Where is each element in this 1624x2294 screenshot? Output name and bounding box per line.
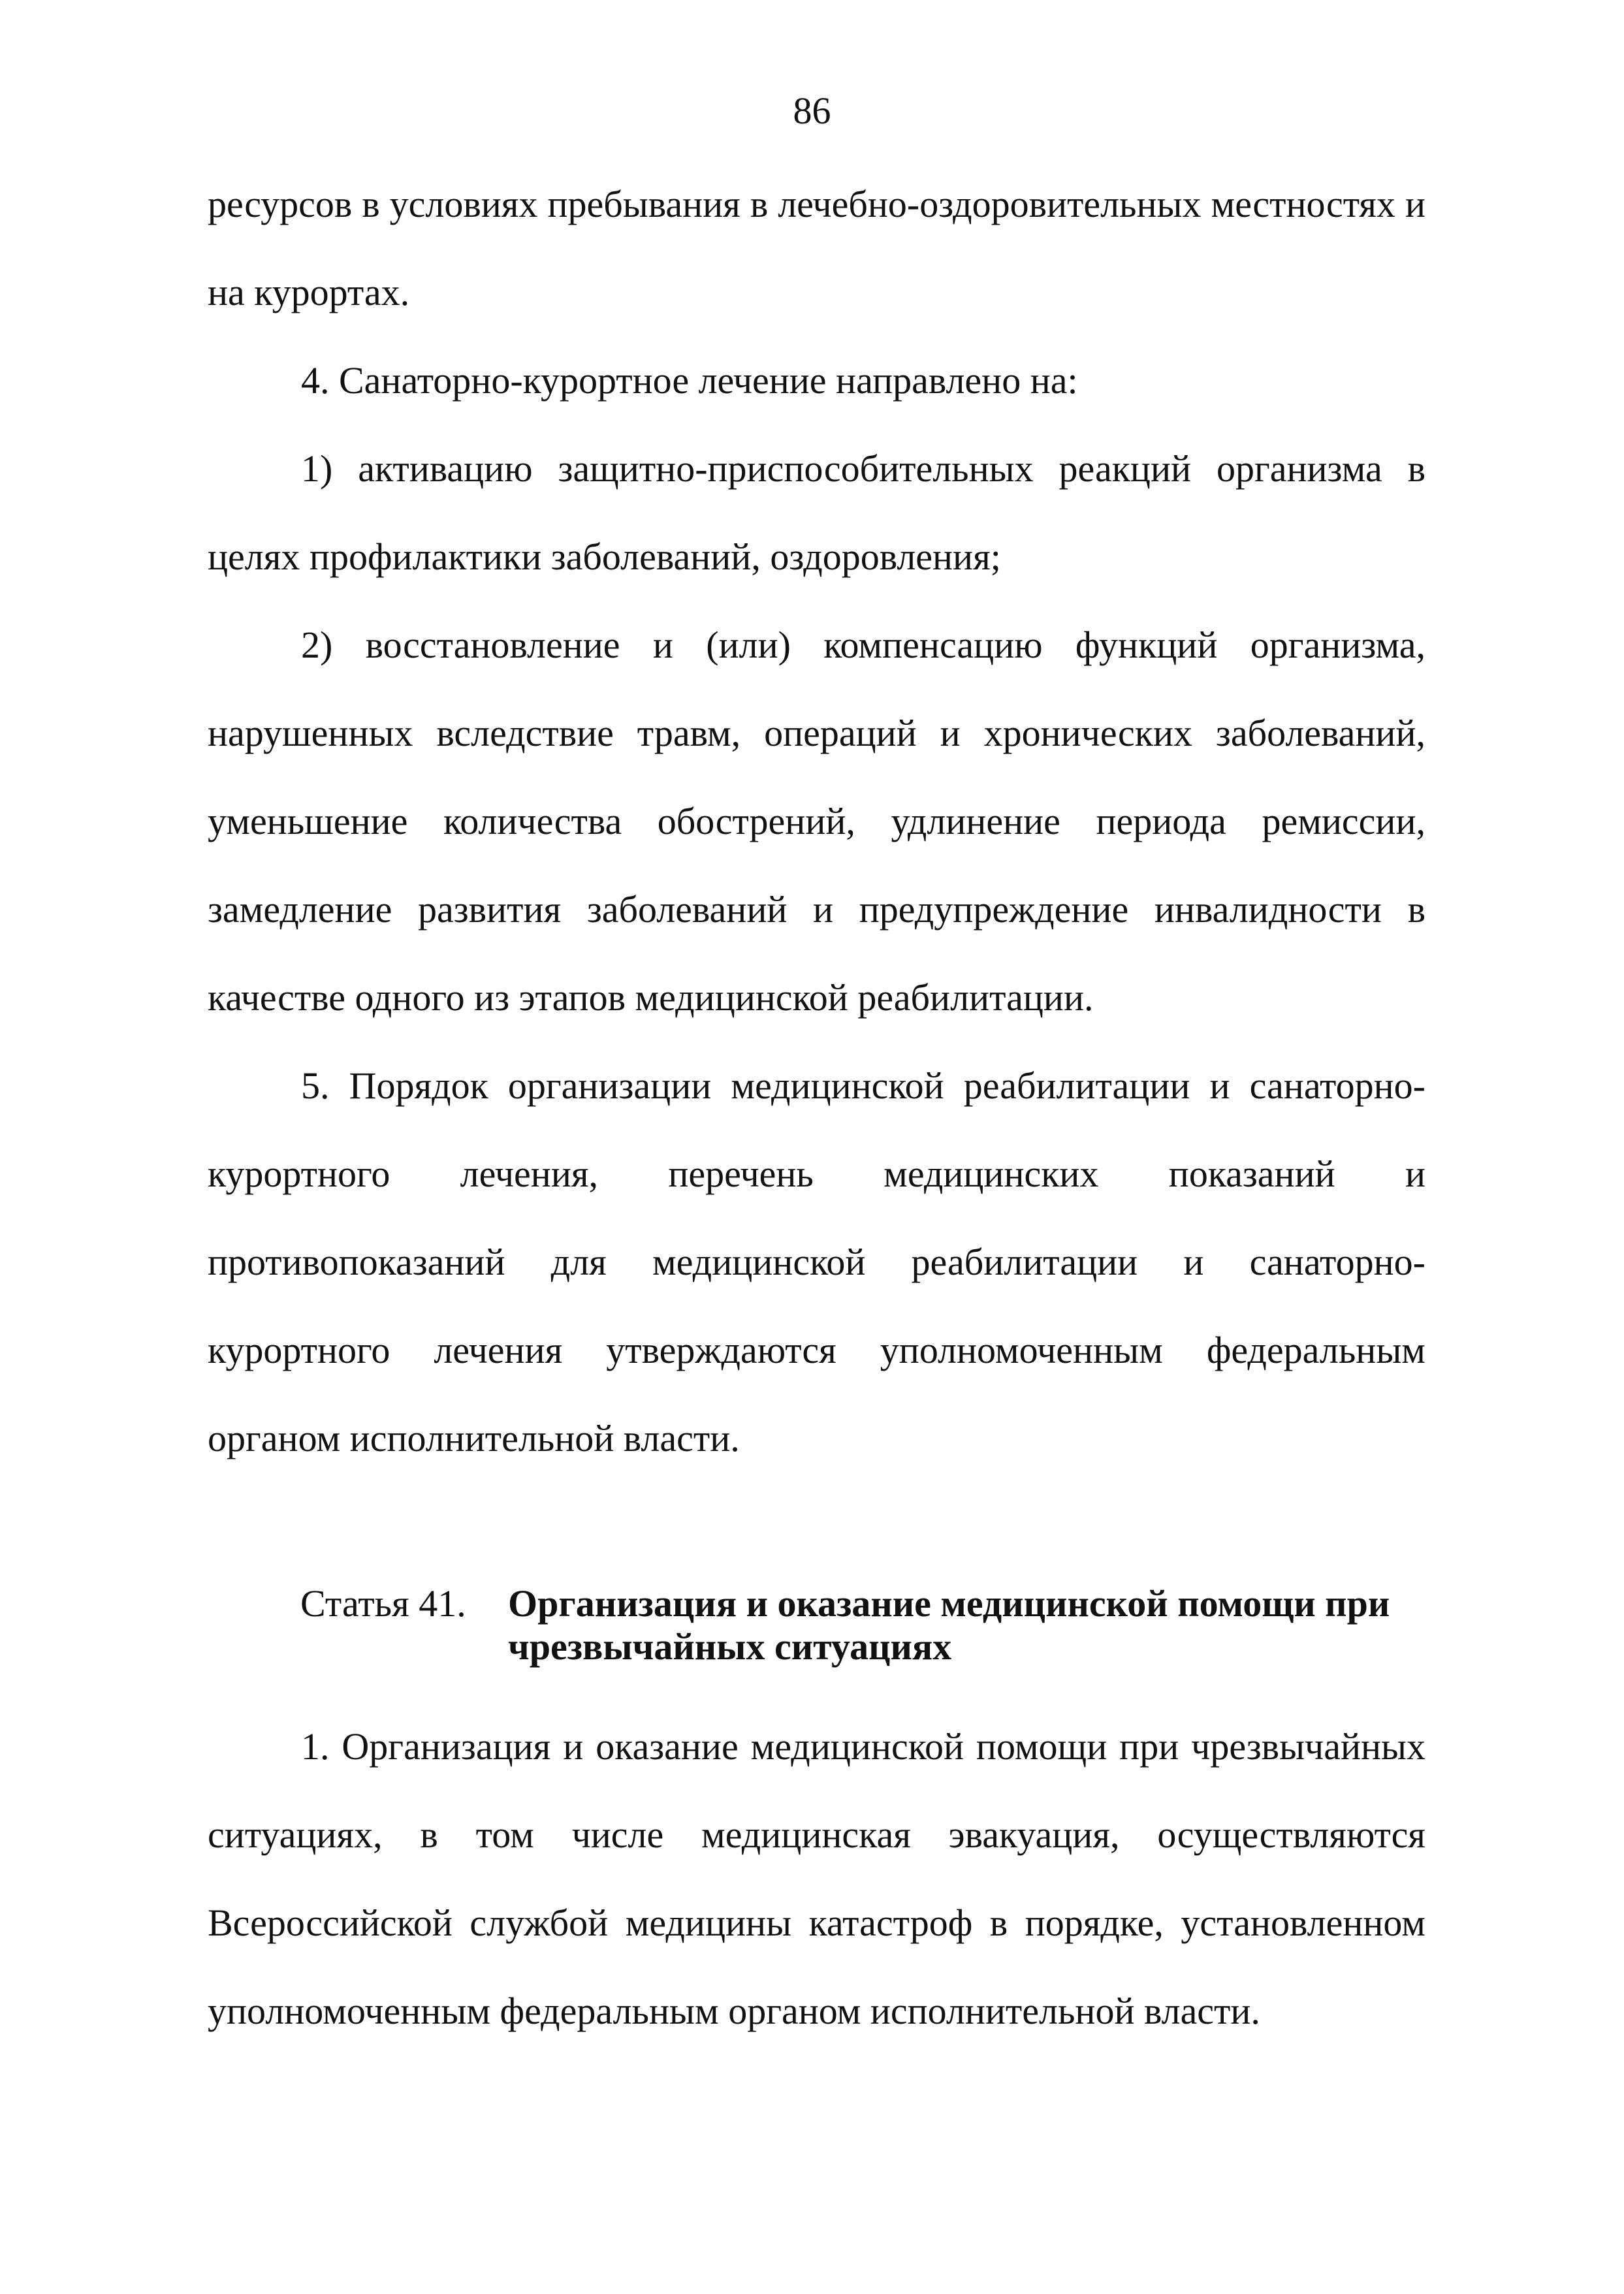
article-heading [300,1582,1424,1668]
paragraph-continuation: ресурсов в условиях пребывания в лечебно-оздоровительных местностях и на курортах. [208,183,1425,313]
paragraph-item-5: 5. Порядок организации медицинской реабилитации и санаторно-курортного лечения, перечень медицинских показаний и противопоказаний для медицинской реабилитации и санаторно-курортного лечения утверждаются уполномоченным федеральным органом исполнительной власти. [208,1064,1425,1459]
paragraph-item-4: 4. Санаторно-курортное лечение направлено на: [301,359,1078,402]
article-number: Статья 41. [300,1582,466,1625]
paragraph-subitem-2: 2) восстановление и (или) компенсацию функций организма, нарушенных вследствие травм, операций и хронических заболеваний, уменьшение количества обострений, удлинение периода ремиссии, замедление развития заболеваний и предупреждение инвалидности в качестве одного из этапов медицинской реабилитации. [208,624,1425,1019]
paragraph-article-item-1: 1. Организация и оказание медицинской помощи при чрезвычайных ситуациях, в том числе медицинская эвакуация, осуществляются Всероссийской службой медицины катастроф в порядке, установленном уполномоченным федеральным органом исполнительной власти. [208,1725,1425,2032]
article-title: Организация и оказание медицинской помощи при чрезвычайных ситуациях [508,1582,1390,1668]
paragraph-subitem-1: 1) активацию защитно-приспособительных реакций организма в целях профилактики заболеваний, оздоровления; [208,447,1425,578]
article-body [208,1702,1425,2055]
document-body [208,160,1425,1482]
page-number: 86 [793,89,831,132]
